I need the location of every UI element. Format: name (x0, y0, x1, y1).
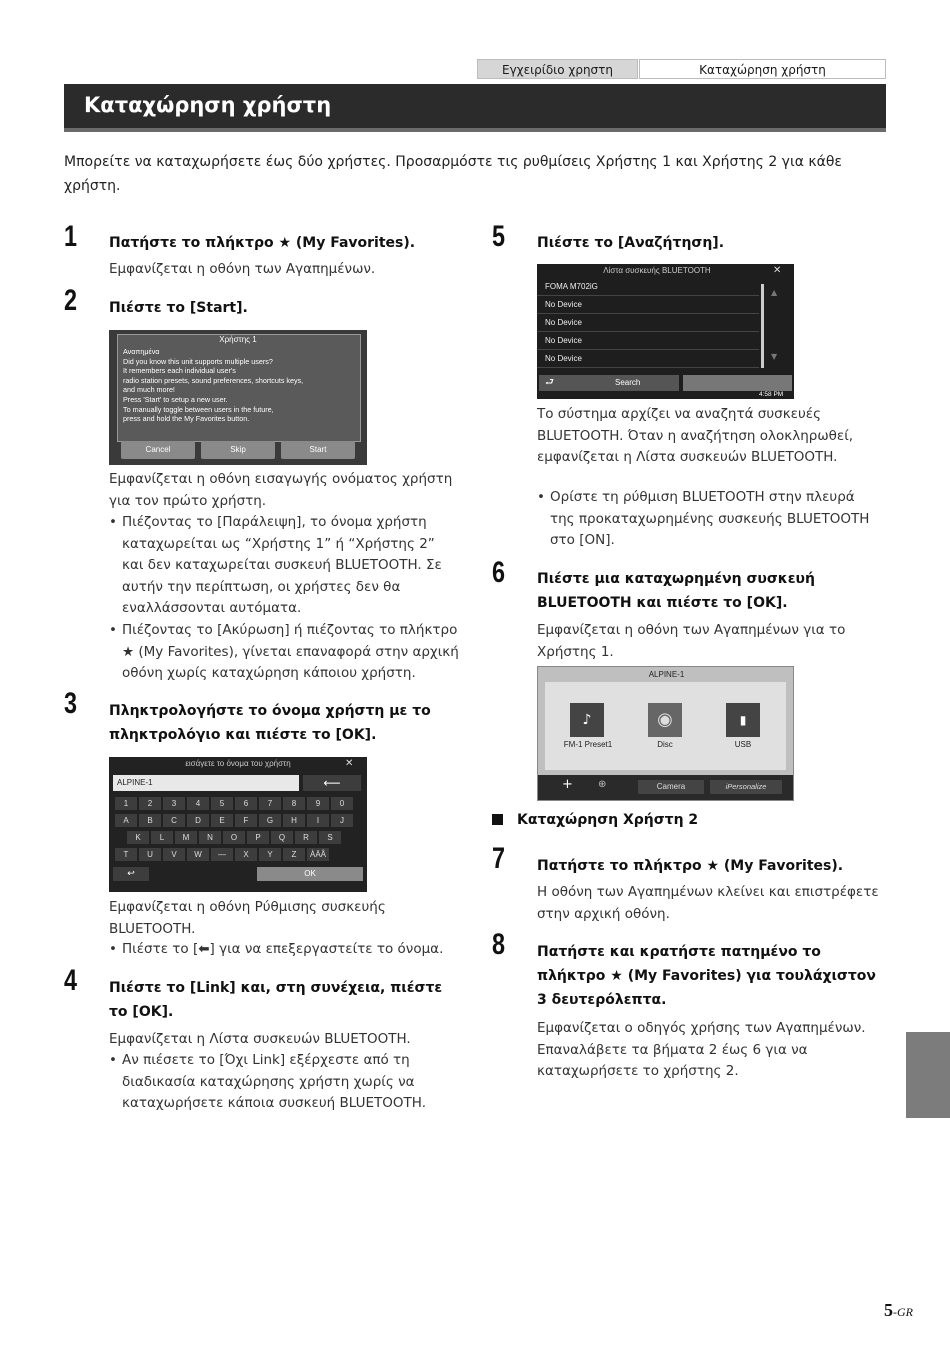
keyboard-key[interactable]: A (115, 814, 137, 827)
close-icon[interactable]: ✕ (773, 265, 782, 276)
keyboard-key[interactable]: 0 (331, 797, 353, 810)
step-6-text: Εμφανίζεται η οθόνη των Αγαπημένων για το Χρήστης 1. (537, 622, 846, 660)
page-title: Καταχώρηση χρήστη (84, 93, 332, 117)
step-5-bullet-1: • Ορίστε τη ρύθμιση BLUETOOTH στην πλευρά της προκαταχωρημένης συσκευής BLUETOOTH στο [ON]. (537, 489, 870, 548)
step-5-text: Το σύστημα αρχίζει να αναζητά συσκευές BLUETOOTH. Όταν η αναζήτηση ολοκληρωθεί, εμφανίζεται η Λίστα συσκευών BLUETOOTH. (537, 406, 854, 465)
keyboard-key[interactable]: ÀÄÅ (307, 848, 329, 861)
keyboard-key[interactable]: O (223, 831, 245, 844)
keyboard-key[interactable]: 8 (283, 797, 305, 810)
subheading-user-2: Καταχώρηση Χρήστη 2 (517, 812, 699, 828)
step-7-number: 7 (492, 842, 506, 875)
intro-paragraph: Μπορείτε να καταχωρήσετε έως δύο χρήστες. Προσαρμόστε τις ρυθμίσεις Χρήστης 1 και Χρήστης 2 για κάθε χρήστη. (64, 154, 842, 194)
bt-list-title: Λίστα συσκευής BLUETOOTH (603, 266, 711, 275)
keyboard-key[interactable]: 3 (163, 797, 185, 810)
keyboard-key[interactable]: 2 (139, 797, 161, 810)
keyboard-key[interactable]: N (199, 831, 221, 844)
keyboard-row-1 (115, 797, 355, 810)
backspace-icon[interactable]: ⟵ (303, 775, 361, 791)
keyboard-key[interactable]: M (175, 831, 197, 844)
bt-device-row[interactable]: No Device (537, 350, 759, 368)
step-2-bullet-1: • Πιέζοντας το [Παράλειψη], το όνομα χρήστη καταχωρείται ως “Χρήστης 1” ή “Χρήστης 2” και δεν καταχωρείται συσκευή BLUETOOTH. Σε αυτήν την περίπτωση, οι χρήστες δεν θα εναλλάσσονται αυτόματα. (109, 514, 442, 616)
usb-icon[interactable]: ▮ (726, 703, 760, 737)
step-3-number: 3 (64, 687, 78, 720)
close-icon[interactable]: ✕ (345, 758, 354, 769)
ipersonalize-button[interactable]: iPersonalize (710, 780, 782, 794)
start-dialog-body: Αναπημένα Did you know this unit supports multiple users? It remembers each individual user's radio station presets, sound preferences, shortcuts keys, and much more! Press 'Start' to setup a new user. To manually toggle between users in the future, press and hold the My Favorites button. (123, 347, 304, 424)
tile-label: USB (734, 740, 752, 749)
screenshot-keyboard (109, 757, 367, 892)
cancel-button[interactable]: Cancel (121, 441, 195, 459)
tile-label: Disc (657, 740, 673, 749)
keyboard-key[interactable]: X (235, 848, 257, 861)
step-7-title: Πατήστε το πλήκτρο ★ (My Favorites). (537, 858, 844, 874)
keyboard-key[interactable]: R (295, 831, 317, 844)
keyboard-key[interactable]: 7 (259, 797, 281, 810)
step-7-text: Η οθόνη των Αγαπημένων κλείνει και επιστρέφετε στην αρχική οθόνη. (537, 884, 879, 922)
keyboard-key[interactable]: P (247, 831, 269, 844)
radio-icon[interactable]: ♪ (570, 703, 604, 737)
username-input[interactable]: ALPINE-1 (113, 775, 299, 791)
step-6-number: 6 (492, 556, 506, 589)
keyboard-key[interactable]: T (115, 848, 137, 861)
step-4-title: Πιέστε το [Link] και, στη συνέχεια, πιέστε το [OK]. (109, 980, 443, 1020)
keyboard-key[interactable]: I (307, 814, 329, 827)
screenshot-start-dialog (109, 330, 367, 465)
step-3-title: Πληκτρολογήστε το όνομα χρήστη με το πληκτρολόγιο και πιέστε το [OK]. (109, 703, 431, 743)
breadcrumb-manual: Εγχειρίδιο χρηστη (477, 59, 638, 79)
disc-icon[interactable]: ◉ (648, 703, 682, 737)
keyboard-key[interactable]: 1 (115, 797, 137, 810)
keyboard-row-4 (115, 848, 331, 861)
step-6-title: Πιέστε μια καταχωρημένη συσκευή BLUETOOTH και πιέστε το [OK]. (537, 571, 815, 611)
start-button[interactable]: Start (281, 441, 355, 459)
keyboard-key[interactable]: 9 (307, 797, 329, 810)
ok-button[interactable]: OK (257, 867, 363, 881)
step-3-text: Εμφανίζεται η οθόνη Ρύθμισης συσκευής BLUETOOTH. (109, 899, 386, 937)
step-2-text: Εμφανίζεται η οθόνη εισαγωγής ονόματος χρήστη για τον πρώτο χρήστη. (109, 471, 453, 509)
return-icon[interactable]: ⮐ (545, 377, 554, 388)
step-2-title: Πιέστε το [Start]. (109, 300, 248, 316)
keyboard-key[interactable]: 4 (187, 797, 209, 810)
keyboard-key[interactable]: F (235, 814, 257, 827)
bt-device-row[interactable]: No Device (537, 296, 759, 314)
screenshot-favorites (537, 666, 794, 801)
step-1-number: 1 (64, 220, 78, 253)
keyboard-key[interactable]: C (163, 814, 185, 827)
square-bullet-icon (492, 814, 503, 825)
keyboard-key[interactable]: 6 (235, 797, 257, 810)
keyboard-key[interactable]: H (283, 814, 305, 827)
step-8-number: 8 (492, 928, 506, 961)
keyboard-key[interactable]: Y (259, 848, 281, 861)
breadcrumb-section: Καταχώρηση χρήστη (639, 59, 886, 79)
keyboard-key[interactable]: 5 (211, 797, 233, 810)
screenshot-bt-list (537, 264, 794, 399)
step-2-bullet-2: • Πιέζοντας το [Ακύρωση] ή πιέζοντας το πλήκτρο ★ (My Favorites), γίνεται επαναφορά στην αρχική οθόνη χωρίς καταχώρηση κάποιου χρήστη. (109, 622, 459, 681)
keyboard-key[interactable]: U (139, 848, 161, 861)
keyboard-row-2 (115, 814, 355, 827)
step-4-bullet-1: • Αν πιέσετε το [Όχι Link] εξέρχεστε από τη διαδικασία καταχώρησης χρήστη χωρίς να καταχωρήσετε κάποια συσκευή BLUETOOTH. (109, 1052, 426, 1111)
keyboard-key[interactable]: G (259, 814, 281, 827)
step-1-text: Εμφανίζεται η οθόνη των Αγαπημένων. (109, 261, 376, 277)
page-number: 5-GR (884, 1300, 913, 1320)
bt-device-row[interactable]: No Device (537, 314, 759, 332)
back-arrow-icon: ⬅ (198, 941, 210, 957)
start-dialog-title: Χρήστης 1 (219, 335, 257, 344)
step-8-title: Πατήστε και κρατήστε πατημένο το πλήκτρο ★ (My Favorites) για τουλάχιστον 3 δευτερόλεπτα. (537, 944, 876, 1008)
scroll-up-icon[interactable]: ▲ (771, 288, 778, 297)
toolbar-blank (683, 375, 792, 391)
keyboard-key[interactable]: E (211, 814, 233, 827)
section-thumb-tab (906, 1032, 950, 1118)
keyboard-key[interactable]: J (331, 814, 353, 827)
settings-icon[interactable]: ⊕ (598, 779, 607, 790)
step-4-text: Εμφανίζεται η Λίστα συσκευών BLUETOOTH. (109, 1031, 411, 1047)
step-4-number: 4 (64, 964, 78, 997)
step-1-title: Πατήστε το πλήκτρο ★ (My Favorites). (109, 235, 416, 251)
keyboard-row-3 (127, 831, 343, 844)
skip-button[interactable]: Skip (201, 441, 275, 459)
keyboard-key[interactable]: Z (283, 848, 305, 861)
add-icon[interactable]: + (562, 777, 573, 792)
keyboard-key[interactable]: W (187, 848, 209, 861)
bt-toolbar (539, 375, 679, 391)
keyboard-key[interactable]: Q (271, 831, 293, 844)
keyboard-key[interactable]: V (163, 848, 185, 861)
step-5-number: 5 (492, 220, 506, 253)
tile-label: FM-1 Preset1 (563, 740, 613, 749)
keyboard-key[interactable]: — (211, 848, 233, 861)
keyboard-key[interactable]: S (319, 831, 341, 844)
search-button[interactable]: Search (615, 378, 641, 387)
scrollbar[interactable] (761, 284, 764, 368)
bt-device-row[interactable]: FOMA M702iG (537, 278, 759, 296)
step-3-bullet-1: • Πιέστε το [⬅] για να επεξεργαστείτε το όνομα. (109, 941, 444, 957)
keyboard-key[interactable]: K (127, 831, 149, 844)
title-bar (64, 84, 886, 132)
keyboard-key[interactable]: L (151, 831, 173, 844)
camera-button[interactable]: Camera (638, 780, 704, 794)
return-icon[interactable]: ↩ (113, 867, 149, 881)
bt-device-row[interactable]: No Device (537, 332, 759, 350)
keyboard-key[interactable]: B (139, 814, 161, 827)
clock: 4:58 PM (759, 391, 784, 398)
favorites-title: ALPINE-1 (648, 670, 685, 679)
step-5-title: Πιέστε το [Αναζήτηση]. (537, 235, 725, 251)
keyboard-key[interactable]: D (187, 814, 209, 827)
step-8-text: Εμφανίζεται ο οδηγός χρήσης των Αγαπημένων. Επαναλάβετε τα βήματα 2 έως 6 για να καταχωρήσετε το χρήστης 2. (537, 1020, 866, 1079)
scroll-down-icon[interactable]: ▼ (771, 352, 778, 361)
step-2-number: 2 (64, 284, 78, 317)
keyboard-title: εισάγετε το όνομα του χρήστη (185, 759, 291, 768)
